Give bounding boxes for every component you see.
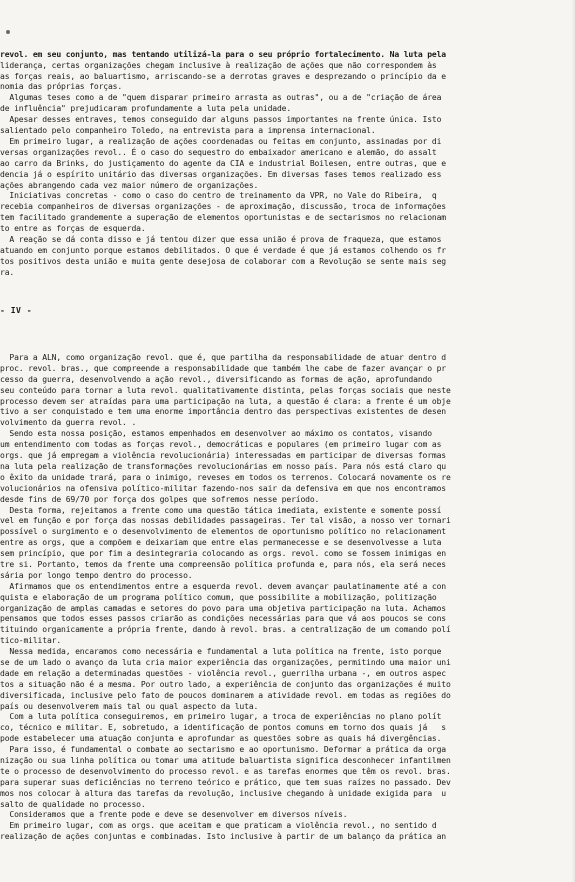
text-line: Iniciativas concretas - como o caso do centro de treinamento da VPR, no Vale do Ribeira, q — [0, 191, 437, 201]
text-line: seu conteúdo para tornar a luta revol. qualitativamente distinta, pelas forças sociais que neste — [0, 385, 451, 395]
text-line: um entendimento com todas as forças revol., democráticas e populares (em primeiro lugar com as — [0, 440, 442, 450]
text-line: ao carro da Brinks, do justiçamento do agente da CIA e industrial Boilesen, entre outras, que e — [0, 158, 446, 168]
text-line: mos nos colocar à altura das tarefas da revolução, inclusive chegando à unidade exigida para u — [0, 788, 446, 798]
text-line: volucionários na ofensiva político-militar fazendo-nos sair da defensiva em que nos encontramos — [0, 483, 446, 493]
text-line: realização de ações conjuntas e combinadas. Isto inclusive à partir de um balanço da prática an — [0, 832, 446, 842]
text-line: Em primeiro lugar, com as orgs. que aceitam e que praticam a violência revol., no sentido d — [0, 821, 437, 831]
text-line: Para a ALN, como organização revol. que é, que partilha da responsabilidade de atuar dentro d — [0, 353, 446, 363]
text-line: dencia já o espírito unitário das diversas organizações. Em diversas fases temos realizado ess — [0, 169, 442, 179]
text-line: ra. — [0, 267, 15, 277]
text-line: Com a luta política conseguiremos, em primeiro lugar, a troca de experiências no plano polít — [0, 712, 442, 722]
text-line: te o processo de desenvolvimento do processo revol. e as tarefas enormes que têm os revol. bras. — [0, 766, 451, 776]
text-line: revol. em seu conjunto, mas tentando utilizá-la para o seu próprio fortalecimento. Na luta pela — [0, 49, 446, 59]
text-line: co, técnico e militar. E, sobretudo, a identificação de pontos comuns em torno dos quais já s — [0, 723, 446, 733]
text-line: volvimento da guerra revol. . — [0, 418, 137, 428]
text-line: diversificada, inclusive pelo fato de poucos dominarem a atividade revol. em todas as regiões do — [0, 690, 451, 700]
text-line: desde fins de 69/70 por força dos golpes que sofremos nesse período. — [0, 494, 320, 504]
text-line: atuando em conjunto porque estamos debilitados. O que é verdade é que já estamos colhendo os fr — [0, 245, 446, 255]
text-line: liderança, certas organizações chegam inclusive à realização de ações que não correspondem às — [0, 60, 437, 70]
text-line: país ou desenvolverem mais tal ou qual aspecto da luta. — [0, 701, 259, 711]
text-line: Consideramos que a frente pode e deve se desenvolver em diversos níveis. — [0, 810, 348, 820]
text-line: tem facilitado grandemente a superação de elementos oportunistas e de sectarismos no relacionam — [0, 213, 446, 223]
text-line: vel em função e por força das nossas debilidades passageiras. Ter tal visão, a nosso ver tornari — [0, 516, 451, 526]
text-line: quista e elaboração de um programa político comum, que possibilite a mobilização, politização — [0, 592, 437, 602]
text-line: tre si. Portanto, temos da frente uma compreensão política profunda e, para nós, ela será neces — [0, 559, 446, 569]
text-line: Nessa medida, encaramos como necessária e fundamental a luta política na frente, isto porque — [0, 647, 442, 657]
text-line: Algumas teses como a de "quem disparar primeiro arrasta as outras", ou a de "criação de área — [0, 93, 442, 103]
text-line: salientado pelo companheiro Toledo, na entrevista para a imprensa internacional. — [0, 126, 376, 136]
section-2 — [0, 353, 572, 843]
text-line: pode estabelecer uma atuação conjunta e aprofundar as questões sobre as quais há divergências. — [0, 734, 442, 744]
text-line: Apesar desses entraves, temos conseguido dar alguns passos importantes na frente única. Isto — [0, 115, 442, 125]
text-line: tico-militar. — [0, 636, 62, 646]
text-line: salto de qualidade no processo. — [0, 799, 146, 809]
text-line: Afirmamos que os entendimentos entre a esquerda revol. devem avançar paulatinamente até a con — [0, 581, 446, 591]
text-line: se de um lado o avanço da luta cria maior experiência das organizações, permitindo uma maior uni — [0, 657, 451, 667]
text-line: orgs. que já empregam a violência revolucionária) interessadas em participar de diversas formas — [0, 451, 446, 461]
text-line: o êxito da unidade trará, para o inimigo, reveses em todos os terrenos. Colocará novamente os re — [0, 472, 451, 482]
text-line: sem princípio, que por fim a desintegraria colocando as orgs. revol. como se fossem inimigas en — [0, 549, 446, 559]
section-1 — [0, 50, 572, 279]
text-line: tivo a ser conquistado e tem uma enorme importância dentro das perspectivas existentes de desen — [0, 407, 446, 417]
text-line: dade em relação a determinadas questões - violência revol., guerrilha urbana -, em outros aspec — [0, 668, 446, 678]
text-line: tituindo organicamente a própria frente, dando à revol. bras. a centralização de um comando polí — [0, 625, 451, 635]
text-line: para superar suas deficiências no terreno teórico e prático, que tem suas raízes no passado. Dev — [0, 777, 451, 787]
text-line: sária por longo tempo dentro do processo. — [0, 570, 193, 580]
text-line: de influência" prejudicaram profundamente a luta pela unidade. — [0, 104, 292, 114]
text-line: tos positivos desta união e muita gente desejosa de colaborar com a Revolução se sente mais seg — [0, 256, 446, 266]
text-line: Sendo esta nossa posição, estamos empenhados em desenvolver ao máximo os contatos, visando — [0, 429, 432, 439]
text-line: proc. revol. bras., que compreende a responsabilidade que também lhe cabe de fazer avançar o pr — [0, 363, 446, 373]
text-line: processo devem ser atraídas para uma participação na luta, a questão é clara: a frente é um obje — [0, 396, 451, 406]
text-line: to entre as forças de esquerda. — [0, 224, 146, 234]
section-heading: - IV - — [0, 306, 33, 316]
text-line: possível o surgimento e o desenvolvimento de elementos de oportunismo político no relacionament — [0, 527, 446, 537]
text-line: Para isso, é fundamental o combate ao sectarismo e ao oportunismo. Deformar a prática da orga — [0, 745, 446, 755]
text-line: entre as orgs, que a compõem e deixariam que entre elas permanecesse e se desenvolvesse a luta — [0, 538, 442, 548]
text-line: cesso da guerra, desenvolvendo a ação revol., diversificando as formas de ação, aprofundando — [0, 374, 432, 384]
text-line: na luta pela realização de transformações revolucionárias em nosso país. Para nós está claro qu — [0, 461, 446, 471]
text-line: nomia das próprias forças. — [0, 82, 123, 92]
text-line: A reação se dá conta disso e já tentou dizer que essa união é prova de fraqueza, que estamos — [0, 234, 442, 244]
text-line: as forças reais, ao baluartismo, arriscando-se a derrotas graves e desprezando o princípio da e — [0, 71, 446, 81]
text-line: tos a situação não é a mesma. Por outro lado, a experiência de conjunto das organizações é muito — [0, 679, 451, 689]
text-line: pensamos que todos esses passos criarão as condições necessárias para que vá aos poucos se cons — [0, 614, 446, 624]
text-line: Em primeiro lugar, a realização de ações coordenadas ou feitas em conjunto, assinadas por di — [0, 136, 442, 146]
text-line: Desta forma, rejeitamos a frente como uma questão tática imediata, existente e somente possí — [0, 505, 442, 515]
text-line: nização ou sua linha política ou tomar uma atitude baluartista significa desconhecer infantilmen — [0, 755, 451, 765]
text-line: recebia companheiros de diversas organizações - de aproximação, discussão, troca de informações — [0, 202, 446, 212]
text-line: ações abrangendo cada vez maior número de organizações. — [0, 180, 259, 190]
document-body — [0, 28, 572, 865]
text-line: organização de amplas camadas e setores do povo para uma objetiva participação na luta. Achamos — [0, 603, 446, 613]
text-line: versas organizações revol.. É o caso do sequestro do embaixador americano e alemão, do assalt — [0, 147, 437, 157]
